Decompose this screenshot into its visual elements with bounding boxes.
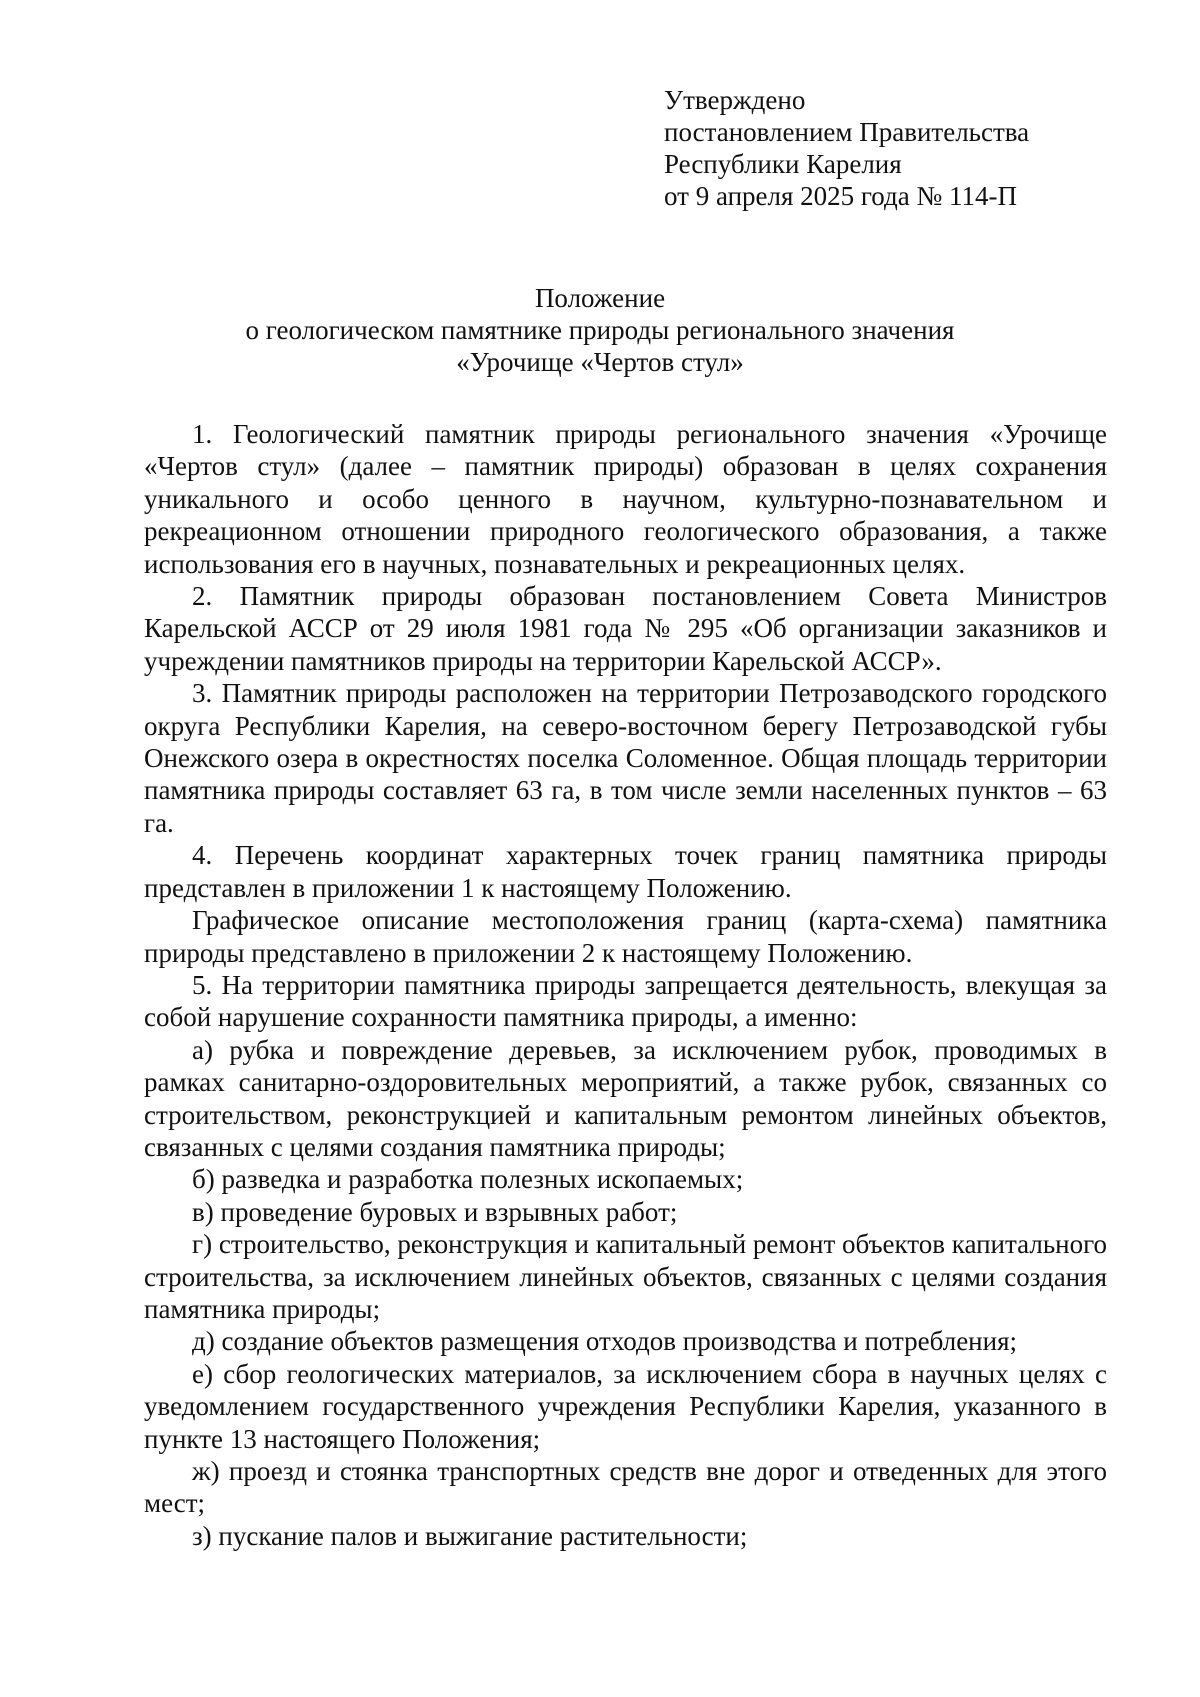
list-item-d: д) создание объектов размещения отходов производства и потребления; — [192, 1326, 1018, 1357]
approval-line-approved: Утверждено — [664, 85, 806, 115]
list-item-g: г) строительство, реконструкция и капитальный ремонт объектов капитального строительства, за исключением линейных объектов, связанных с целями создания памятника природы; — [144, 1229, 1107, 1324]
paragraph-4: 4. Перечень координат характерных точек границ памятника природы представлен в приложении 1 к настоящему Положению. — [144, 840, 1107, 903]
paragraph-5: 5. На территории памятника природы запрещается деятельность, влекущая за собой нарушение сохранности памятника природы, а именно: — [144, 969, 1107, 1033]
approval-line-resolution: постановлением Правительства — [664, 117, 1030, 147]
list-item-e: е) сбор геологических материалов, за исключением сбора в научных целях с уведомлением государственного учреждения Республики Карелия, указанного в пункте 13 настоящего Положения; — [144, 1358, 1107, 1454]
approval-line-date-number: от 9 апреля 2025 года № 114-П — [664, 181, 1017, 211]
list-item-z: з) пускание палов и выжигание растительности; — [192, 1520, 748, 1551]
list-item-zh: ж) проезд и стоянка транспортных средств вне дорог и отведенных для этого мест; — [144, 1456, 1107, 1519]
paragraph-2: 2. Памятник природы образован постановлением Совета Министров Карельской АССР от 29 июля 1981 года № 295 «Об организации заказников и учреждении памятников природы на территории Карельской АССР». — [144, 581, 1107, 676]
document-body — [144, 418, 1107, 1552]
title-line-name: «Урочище «Чертов стул» — [456, 347, 744, 377]
list-item-a: а) рубка и повреждение деревьев, за исключением рубок, проводимых в рамках санитарно-оздоровительных мероприятий, а также рубок, связанных со строительством, реконструкцией и капитальным ремонтом линейных объектов, связанных с целями создания памятника природы; — [144, 1034, 1107, 1162]
paragraph-1: 1. Геологический памятник природы регионального значения «Урочище «Чертов стул» (далее – памятник природы) образован в целях сохранения уникального и особо ценного в научном, культурно-познавательном и рекреационном отношении природного геологического образования, а также использования его в научных, познавательных и рекреационных целях. — [144, 419, 1107, 579]
paragraph-4-graphic-description: Графическое описание местоположения границ (карта-схема) памятника природы представлено в приложении 2 к настоящему Положению. — [144, 905, 1107, 968]
document-title — [0, 282, 1200, 378]
approval-stamp-block — [664, 84, 1029, 212]
paragraph-3: 3. Памятник природы расположен на территории Петрозаводского городского округа Республики Карелия, на северо-восточном берегу Петрозаводской губы Онежского озера в окрестностях поселка Соломенное. Общая площадь территории памятника природы составляет 63 га, в том числе земли населенных пунктов – 63 га. — [144, 678, 1107, 838]
title-line-subject: о геологическом памятнике природы регионального значения — [245, 315, 955, 345]
list-item-b: б) разведка и разработка полезных ископаемых; — [192, 1164, 744, 1195]
approval-line-republic: Республики Карелия — [664, 149, 902, 179]
list-item-v: в) проведение буровых и взрывных работ; — [192, 1196, 678, 1227]
title-line-regulation: Положение — [534, 283, 666, 313]
